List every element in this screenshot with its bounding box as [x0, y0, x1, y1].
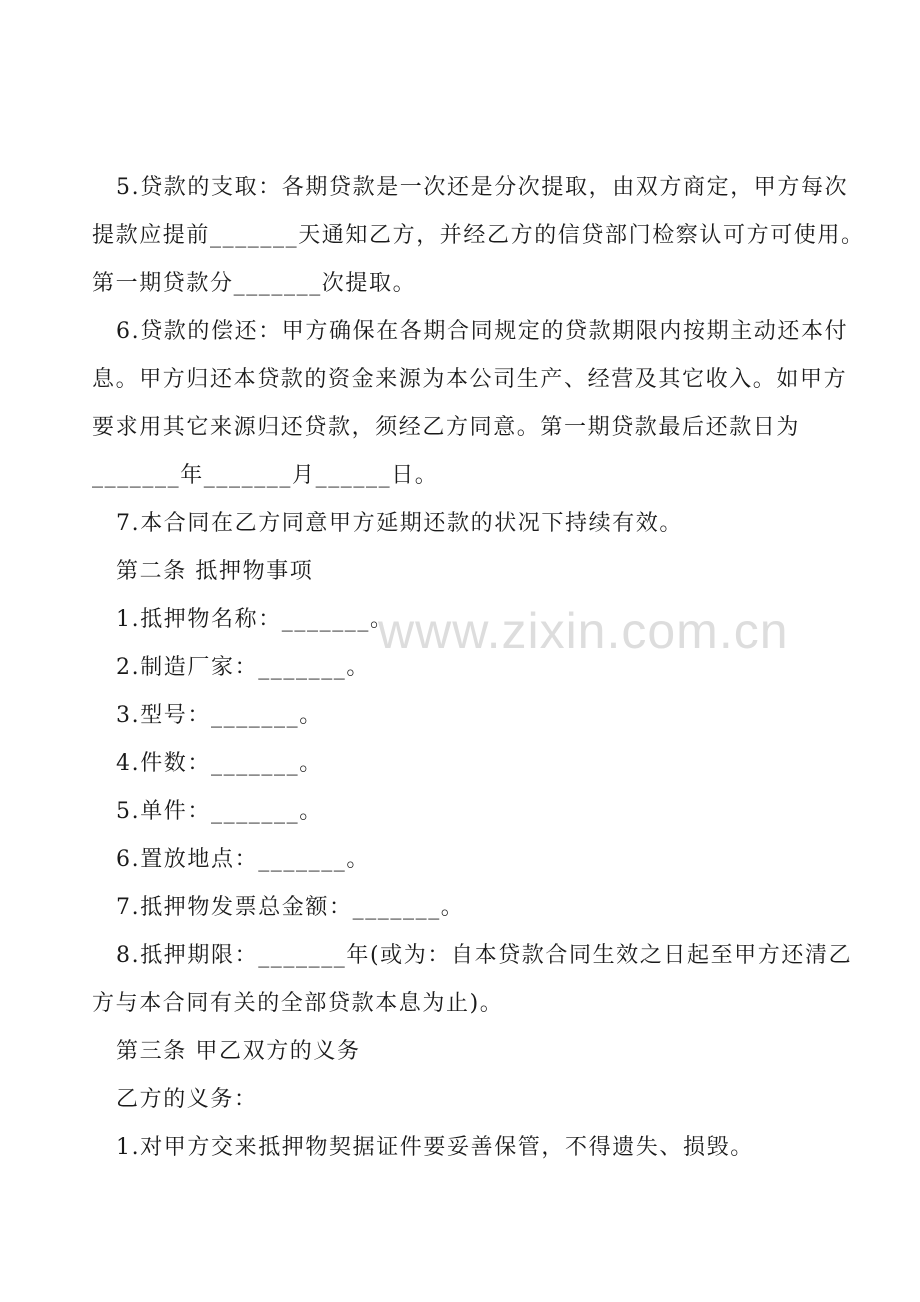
paragraph-line: 方与本合同有关的全部贷款本息为止)。: [92, 991, 504, 1016]
list-item: 1.对甲方交来抵押物契据证件要妥善保管，不得遗失、损毁。: [116, 1135, 754, 1160]
list-item: 1.抵押物名称：_______。: [116, 607, 394, 632]
paragraph-line: 第一期贷款分_______次提取。: [92, 271, 417, 296]
paragraph-line: 5.贷款的支取：各期贷款是一次还是分次提取，由双方商定，甲方每次: [116, 175, 849, 200]
paragraph-line: 要求用其它来源归还贷款，须经乙方同意。第一期贷款最后还款日为: [92, 415, 801, 440]
document-body: [92, 164, 865, 1172]
list-item: 8.抵押期限：_______年(或为：自本贷款合同生效之日起至甲方还清乙: [116, 943, 853, 968]
list-item: 6.置放地点：_______。: [116, 847, 370, 872]
list-item: 3.型号：_______。: [116, 703, 323, 728]
paragraph-line: 提款应提前_______天通知乙方，并经乙方的信贷部门检察认可方可使用。: [92, 223, 865, 248]
subsection-heading: 乙方的义务：: [116, 1087, 258, 1112]
list-item: 2.制造厂家：_______。: [116, 655, 370, 680]
section-heading: 第三条 甲乙双方的义务: [116, 1039, 361, 1064]
list-item: 4.件数：_______。: [116, 751, 323, 776]
paragraph-line: 6.贷款的偿还：甲方确保在各期合同规定的贷款期限内按期主动还本付: [116, 319, 849, 344]
paragraph-line: _______年_______月______日。: [92, 463, 439, 488]
list-item: 7.抵押物发票总金额：_______。: [116, 895, 465, 920]
paragraph-line: 息。甲方归还本贷款的资金来源为本公司生产、经营及其它收入。如甲方: [92, 367, 848, 392]
paragraph-line: 7.本合同在乙方同意甲方延期还款的状况下持续有效。: [116, 511, 683, 536]
list-item: 5.单件：_______。: [116, 799, 323, 824]
section-heading: 第二条 抵押物事项: [116, 559, 314, 584]
watermark: www.zixin.com.cn: [378, 603, 789, 659]
